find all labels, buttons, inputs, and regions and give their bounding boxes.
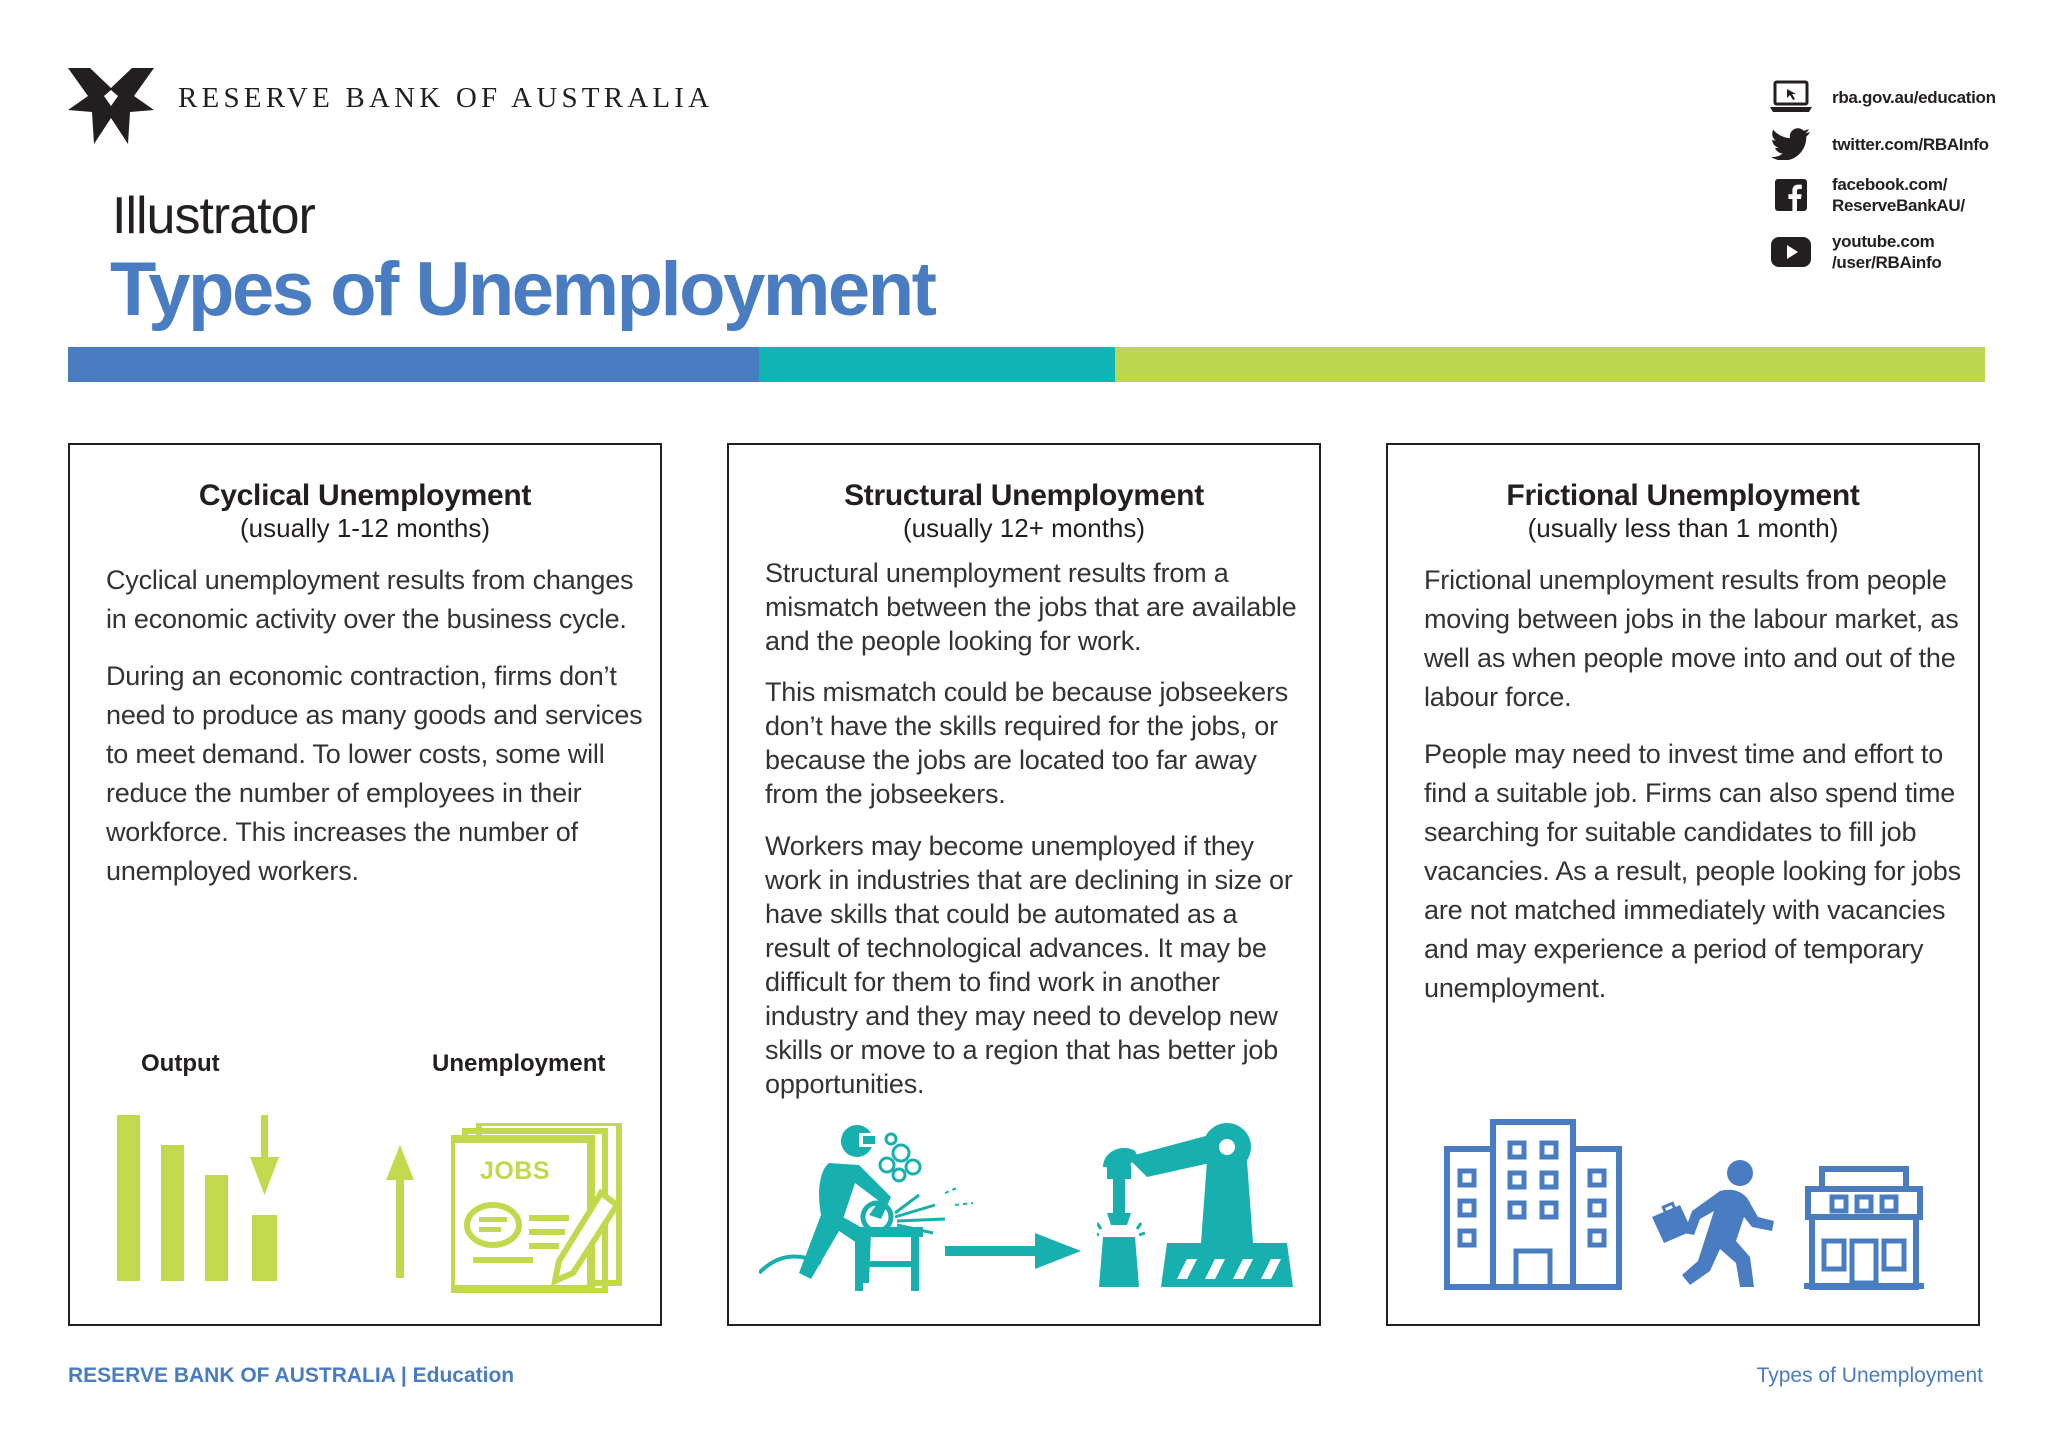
up-arrow-icon — [385, 1145, 415, 1285]
cyclical-para-2: During an economic contraction, firms don’t need to produce as many goods and services to meet demand. To lower costs, some will reduce the number of employees in their workforce. This increases the number of unemployed workers. — [106, 661, 643, 886]
cyclical-title: Cyclical Unemployment — [198, 479, 532, 512]
social-text-youtube: youtube.com /user/RBAinfo — [1832, 232, 1942, 272]
footer-right: Types of Unemployment — [1756, 1364, 1983, 1387]
down-arrow-icon — [247, 1115, 287, 1285]
structural-subtitle: (usually 12+ months) — [902, 513, 1146, 543]
rba-logo-icon — [68, 66, 154, 144]
laptop-icon — [1770, 76, 1812, 118]
structural-para-1: Structural unemployment results from a mismatch between the jobs that are available and the people looking for work. — [765, 558, 1297, 656]
office-building-icon — [1444, 1119, 1622, 1291]
shop-building-icon — [1804, 1169, 1924, 1289]
card-structural — [727, 443, 1321, 1326]
social-link-website[interactable] — [1770, 74, 2010, 120]
robot-arm-icon — [1097, 1117, 1297, 1297]
color-band-blue — [68, 347, 759, 382]
facebook-icon — [1770, 174, 1812, 216]
structural-para-2: This mismatch could be because jobseekers don’t have the skills required for the jobs, or because the jobs are located too far away from the jobseekers. — [765, 677, 1289, 809]
bank-name: RESERVE BANK OF AUSTRALIA — [178, 82, 714, 114]
page-subtitle: Illustrator — [112, 187, 315, 245]
card-frictional — [1386, 443, 1980, 1326]
output-decline-bars-icon — [117, 1115, 247, 1285]
person-walking-briefcase-icon — [1650, 1159, 1782, 1291]
social-link-twitter[interactable] — [1770, 121, 2010, 167]
frictional-para-2: People may need to invest time and effort to find a suitable job. Firms can also spend time searching for suitable candidates to fill job vacancies. As a result, people looking for jobs are not matched immediately with vacancies and may experience a period of temporary unemployment. — [1424, 739, 1961, 1003]
cyclical-para-1: Cyclical unemployment results from changes in economic activity over the business cycle. — [106, 565, 634, 634]
frictional-para-1: Frictional unemployment results from people moving between jobs in the labour market, as well as when people move into and out of the labour force. — [1424, 565, 1959, 712]
right-arrow-icon — [945, 1231, 1081, 1271]
card-cyclical — [68, 443, 662, 1326]
color-band-lime — [1115, 347, 1985, 382]
page-title: Types of Unemployment — [110, 247, 935, 332]
footer-left: RESERVE BANK OF AUSTRALIA | Education — [68, 1364, 515, 1387]
output-label: Output — [141, 1050, 220, 1077]
jobs-text: JOBS — [480, 1157, 551, 1185]
social-link-youtube[interactable] — [1770, 229, 2010, 275]
structural-para-3: Workers may become unemployed if they work in industries that are declining in size or have skills that could be automated as a result of technological advances. It may be difficult for them to find work in another industry and they may need to develop new skills or move to a region that has better job opportunities. — [765, 831, 1293, 1099]
social-text-twitter: twitter.com/RBAInfo — [1832, 134, 1989, 154]
color-band-teal — [759, 347, 1115, 382]
cyclical-subtitle: (usually 1-12 months) — [240, 513, 490, 543]
twitter-icon — [1770, 123, 1812, 165]
structural-title: Structural Unemployment — [844, 479, 1204, 512]
social-text-website: rba.gov.au/education — [1832, 87, 1996, 107]
youtube-icon — [1770, 231, 1812, 273]
frictional-subtitle: (usually less than 1 month) — [1527, 513, 1839, 543]
social-text-facebook: facebook.com/ ReserveBankAU/ — [1832, 175, 1965, 215]
jobs-newspaper-icon — [451, 1123, 623, 1293]
frictional-title: Frictional Unemployment — [1506, 479, 1860, 512]
unemployment-label: Unemployment — [432, 1050, 606, 1077]
social-link-facebook[interactable] — [1770, 172, 2010, 218]
